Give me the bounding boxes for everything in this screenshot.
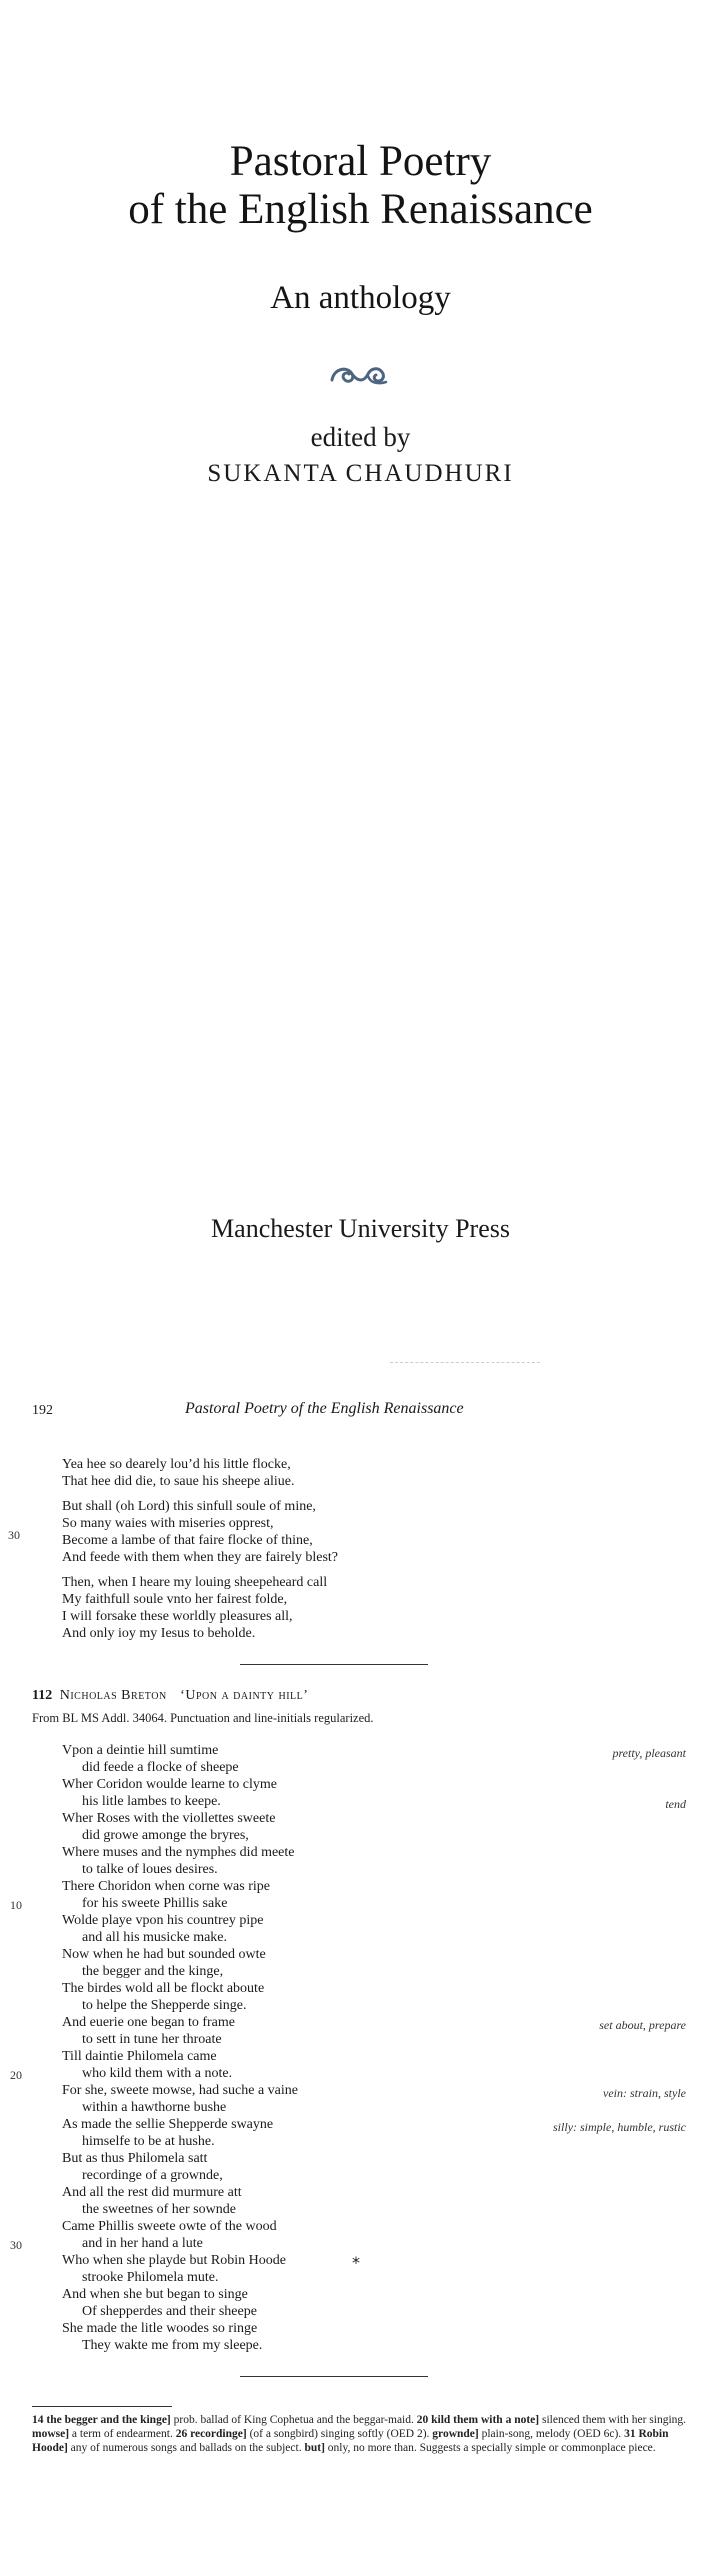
- verse-line: So many waies with miseries opprest,: [62, 1516, 274, 1531]
- verse-line: did growe amonge the bryres,: [82, 1828, 249, 1843]
- note-text: prob. ballad of King Cophetua and the beggar-maid.: [170, 2414, 417, 2426]
- verse-line: Yea hee so dearely lou’d his little flocke,: [62, 1457, 291, 1472]
- verse-line: Till daintie Philomela came: [62, 2049, 217, 2064]
- verse-line: to sett in tune her throate: [82, 2032, 222, 2047]
- verse-line: for his sweete Phillis sake: [82, 1896, 228, 1911]
- line-number: 10: [10, 1898, 22, 1912]
- verse-line: And euerie one began to frame: [62, 2015, 235, 2030]
- note-text: only, no more than. Suggests a specially simple or commonplace piece.: [324, 2442, 656, 2454]
- poem-heading: [32, 1688, 308, 1704]
- book-title-line-1: Pastoral Poetry: [229, 138, 492, 185]
- verse-line: And feede with them when they are fairely blest?: [62, 1550, 339, 1565]
- verse-line: Become a lambe of that faire flocke of thine,: [62, 1533, 313, 1548]
- poem-end-rule: [240, 1664, 428, 1665]
- previous-poem-ending: [62, 1456, 338, 1642]
- note-reference: grownde]: [432, 2428, 479, 2440]
- poem-source-note: From BL MS Addl. 34064. Punctuation and line-initials regularized.: [32, 1711, 374, 1725]
- gloss-silly: silly: simple, humble, rustic: [553, 2120, 686, 2134]
- verse-line: That hee did die, to saue his sheepe aliue.: [62, 1474, 295, 1489]
- footnotes: [32, 2413, 692, 2455]
- gloss-pretty: pretty, pleasant: [612, 1746, 686, 1760]
- note-reference: 26 recordinge]: [175, 2428, 247, 2440]
- verse-line: himselfe to be at hushe.: [82, 2134, 215, 2149]
- note-text: a term of endearment.: [69, 2428, 176, 2440]
- verse-line: Wher Coridon woulde learne to clyme: [62, 1777, 277, 1792]
- verse-line: Came Phillis sweete owte of the wood: [62, 2219, 277, 2234]
- verse-line: There Choridon when corne was ripe: [62, 1879, 270, 1894]
- note-reference: 31 Robin Hoode]: [32, 2428, 669, 2454]
- note-reference: mowse]: [32, 2428, 70, 2440]
- poem-body: [62, 1742, 298, 2354]
- verse-line: Wolde playe vpon his countrey pipe: [62, 1913, 264, 1928]
- verse-line: As made the sellie Shepperde swayne: [62, 2117, 274, 2132]
- note-reference: 14 the begger and the kinge]: [32, 2414, 171, 2426]
- verse-line: She made the litle woodes so ringe: [62, 2321, 258, 2336]
- notes-rule: [32, 2406, 172, 2407]
- page-divider: [390, 1362, 540, 1363]
- verse-line: who kild them with a note.: [82, 2066, 233, 2081]
- verse-line: the sweetnes of her sownde: [82, 2202, 236, 2217]
- verse-line: The birdes wold all be flockt aboute: [62, 1981, 265, 1996]
- publisher-name: Manchester University Press: [211, 1214, 510, 1243]
- poem-title: ‘Upon a dainty hill’: [180, 1688, 309, 1703]
- verse-line: Now when he had but sounded owte: [62, 1947, 266, 1962]
- verse-line: And only ioy my Iesus to beholde.: [62, 1626, 256, 1641]
- verse-line: Of shepperdes and their sheepe: [82, 2304, 257, 2319]
- poem-author: Nicholas Breton: [59, 1688, 167, 1703]
- note-star-icon: *: [352, 2253, 360, 2272]
- verse-line: did feede a flocke of sheepe: [82, 1760, 239, 1775]
- note-text: any of numerous songs and ballads on the subject.: [67, 2442, 305, 2454]
- gloss-vein: vein: strain, style: [603, 2086, 686, 2100]
- verse-line: within a hawthorne bushe: [82, 2100, 227, 2115]
- verse-line: the begger and the kinge,: [82, 1964, 224, 1979]
- running-head: Pastoral Poetry of the English Renaissance: [185, 1400, 464, 1417]
- line-number: 30: [8, 1528, 20, 1542]
- verse-line: to helpe the Shepperde singe.: [82, 1998, 247, 2013]
- verse-line: And all the rest did murmure att: [62, 2185, 242, 2200]
- verse-line: Vpon a deintie hill sumtime: [62, 1743, 219, 1758]
- line-number: 30: [10, 2238, 22, 2252]
- editor-name: SUKANTA CHAUDHURI: [207, 460, 514, 487]
- verse-line: They wakte me from my sleepe.: [82, 2338, 263, 2353]
- verse-line: I will forsake these worldly pleasures all,: [62, 1609, 293, 1624]
- book-title-line-2: of the English Renaissance: [128, 186, 593, 233]
- verse-line: My faithfull soule vnto her fairest folde,: [62, 1592, 288, 1607]
- verse-line: Who when she playde but Robin Hoode: [62, 2253, 286, 2268]
- verse-line: But as thus Philomela satt: [62, 2151, 208, 2166]
- note-text: (of a songbird) singing softly (OED 2).: [246, 2428, 433, 2440]
- verse-line: to talke of loues desires.: [82, 1862, 218, 1877]
- book-subtitle: An anthology: [270, 280, 451, 316]
- note-reference: but]: [304, 2442, 325, 2454]
- gloss-set-about: set about, prepare: [599, 2018, 686, 2032]
- poem-number: 112: [32, 1688, 53, 1703]
- page-number: 192: [32, 1403, 53, 1418]
- verse-line: and all his musicke make.: [82, 1930, 228, 1945]
- verse-line: his litle lambes to keepe.: [82, 1794, 221, 1809]
- fleuron-icon: [328, 362, 390, 388]
- note-text: plain-song, melody (OED 6c).: [478, 2428, 625, 2440]
- verse-line: Wher Roses with the viollettes sweete: [62, 1811, 276, 1826]
- note-reference: 20 kild them with a note]: [416, 2414, 540, 2426]
- note-text: silenced them with her singing.: [539, 2414, 687, 2426]
- verse-line: But shall (oh Lord) this sinfull soule of mine,: [62, 1499, 316, 1514]
- line-number: 20: [10, 2068, 22, 2082]
- verse-line: And when she but began to singe: [62, 2287, 248, 2302]
- verse-line: Where muses and the nymphes did meete: [62, 1845, 295, 1860]
- gloss-tend: tend: [665, 1797, 686, 1811]
- verse-line: recordinge of a grownde,: [82, 2168, 223, 2183]
- verse-line: and in her hand a lute: [82, 2236, 203, 2251]
- edited-by-label: edited by: [310, 422, 411, 452]
- verse-line: For she, sweete mowse, had suche a vaine: [62, 2083, 298, 2098]
- verse-line: Then, when I heare my louing sheepeheard call: [62, 1575, 328, 1590]
- poem-end-rule: [240, 2376, 428, 2377]
- book-title: [0, 138, 721, 234]
- verse-line: strooke Philomela mute.: [82, 2270, 219, 2285]
